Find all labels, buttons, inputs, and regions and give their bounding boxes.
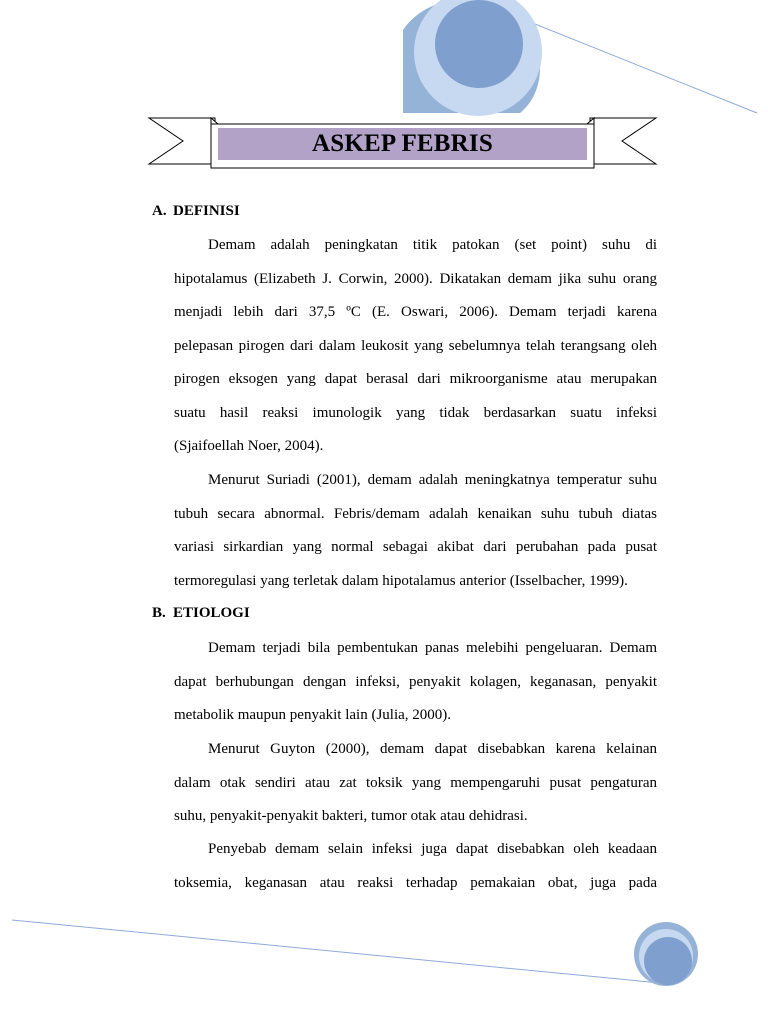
section-title: DEFINISI	[173, 203, 240, 219]
text-line: Menurut Guyton (2000), demam dapat disebabkan karena kelainan	[208, 741, 657, 757]
bottom-circle-ornament	[634, 922, 698, 986]
paragraph-definisi-1	[174, 229, 657, 464]
text-line: suhu, penyakit-penyakit bakteri, tumor otak atau dehidrasi.	[174, 808, 528, 824]
paragraph-etiologi-1	[174, 632, 657, 733]
text-line: suatu hasil reaksi imunologik yang tidak berdasarkan suatu infeksi	[174, 404, 657, 421]
section-letter: A.	[152, 203, 167, 219]
ribbon-right-tail	[590, 118, 656, 164]
top-circle-dark	[435, 0, 523, 88]
text-line: metabolik maupun penyakit lain (Julia, 2000).	[174, 707, 452, 723]
top-circle-ornament	[403, 0, 542, 116]
text-line: dalam otak sendiri atau zat toksik yang mempengaruhi pusat pengaturan	[174, 774, 657, 791]
text-line: Demam adalah peningkatan titik patokan (set point) suhu di	[208, 237, 657, 253]
bottom-circle-dark	[644, 937, 692, 985]
section-letter: B.	[152, 605, 166, 621]
section-heading-etiologi	[152, 605, 250, 622]
text-line: dapat berhubungan dengan infeksi, penyakit kolagen, keganasan, penyakit	[174, 673, 657, 690]
text-line: menjadi lebih dari 37,5 ºC (E. Oswari, 2006). Demam terjadi karena	[174, 304, 657, 320]
top-diagonal-line	[505, 12, 757, 113]
section-heading-definisi	[152, 203, 240, 220]
ribbon-left-tail	[149, 118, 215, 164]
text-line: Demam terjadi bila pembentukan panas melebihi pengeluaran. Demam	[208, 640, 657, 656]
text-line: termoregulasi yang terletak dalam hipotalamus anterior (Isselbacher, 1999).	[174, 572, 628, 589]
text-line: pelepasan pirogen dari dalam leukosit yang sebelumnya telah terangsang oleh	[174, 337, 657, 354]
text-line: toksemia, keganasan atau reaksi terhadap pemakaian obat, juga pada	[174, 874, 657, 891]
bottom-diagonal-line	[12, 920, 660, 983]
page-title: ASKEP FEBRIS	[312, 130, 493, 157]
text-line: variasi sirkardian yang normal sebagai akibat dari perubahan pada pusat	[174, 539, 657, 555]
text-line: Penyebab demam selain infeksi juga dapat disebabkan oleh keadaan	[208, 841, 657, 857]
paragraph-etiologi-2	[174, 733, 657, 834]
text-line: hipotalamus (Elizabeth J. Corwin, 2000). Dikatakan demam jika suhu orang	[174, 270, 657, 287]
text-line: tubuh secara abnormal. Febris/demam adalah kenaikan suhu tubuh diatas	[174, 505, 657, 522]
paragraph-definisi-2	[174, 464, 657, 598]
text-line: pirogen eksogen yang dapat berasal dari mikroorganisme atau merupakan	[174, 371, 657, 387]
text-line: (Sjaifoellah Noer, 2004).	[174, 438, 324, 454]
paragraph-etiologi-3	[174, 833, 657, 900]
section-title: ETIOLOGI	[173, 605, 250, 621]
text-line: Menurut Suriadi (2001), demam adalah meningkatnya temperatur suhu	[208, 472, 657, 488]
